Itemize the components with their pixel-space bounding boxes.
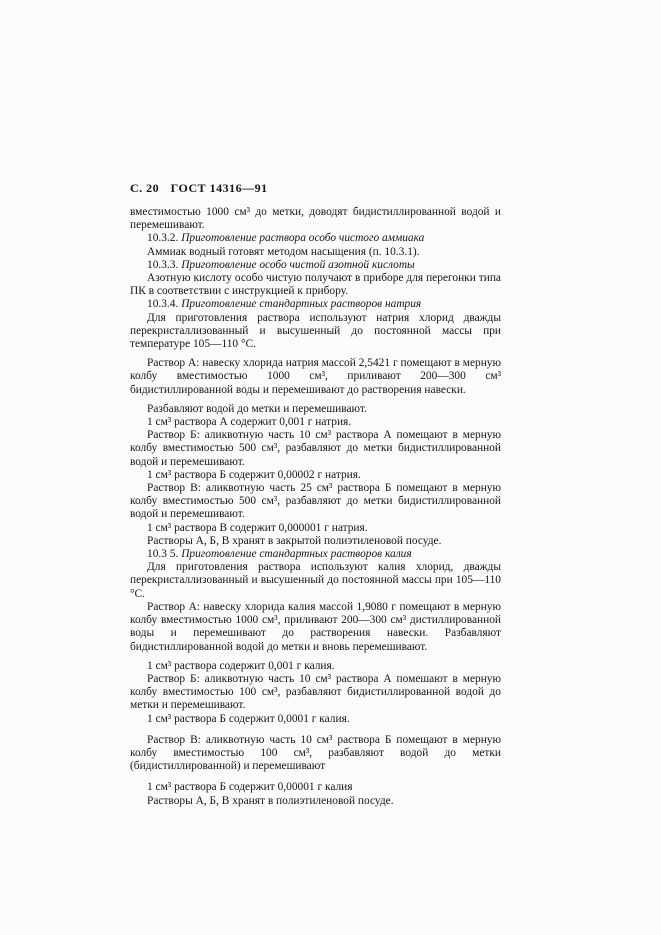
paragraph: Аммиак водный готовят методом насыщения (п. 10.3.1). [147,245,420,258]
standard-number: ГОСТ 14316—91 [170,181,268,195]
paragraph: 1 см³ раствора Б содержит 0,00002 г натрия. [147,468,361,481]
paragraph: Растворы А, Б, В хранят в закрытой полиэтиленовой посуде. [147,534,442,547]
paragraph: Разбавляют водой до метки и перемешивают. [147,402,367,415]
paragraph: Раствор В: аликвотную часть 25 см³ раствора Б помещают в мерную колбу вместимостью 500 см³, разбавляют до метки бидистиллированной водой и перемешивают. [130,482,501,521]
paragraph: 1 см³ раствора Б содержит 0,0001 г калия. [147,712,350,725]
section-number: 10.3.4. [147,298,179,311]
paragraph: 1 см³ раствора содержит 0,001 г калия. [147,659,335,672]
section-title: Приготовление стандартных растворов калия [181,548,412,561]
paragraph: Для приготовления раствора используют натрия хлорид дважды перекристаллизованный и высушенный до постоянной массы при температуре 105—110 °С. [130,311,501,351]
paragraph: Раствор А: навеску хлорида калия массой 1,9080 г помещают в мерную колбу вместимостью 1000 см³, приливают 200—300 см³ дистиллированной воды и перемешивают до растворения навески. Разбавляют бидистиллированной водой до метки и вновь перемешивают. [130,600,501,653]
page-header [130,181,276,196]
section-heading [130,232,501,245]
paragraph: Раствор Б: аликвотную часть 10 см³ раствора А помещают в мерную колбу вместимостью 500 см³, разбавляют до метки бидистиллированной водой и перемешивают. [130,429,501,468]
section-number: 10.3.3. [147,258,179,271]
paragraph: 1 см³ раствора В содержит 0,000001 г натрия. [147,521,368,534]
paragraph: 1 см³ раствора Б содержит 0,00001 г калия [147,781,353,794]
section-title: Приготовление стандартных растворов натрия [181,298,422,311]
page-number: С. 20 [130,181,160,195]
section-number: 10.3.2. [147,232,179,245]
section-number: 10.3 5. [147,548,179,561]
section-title: Приготовление особо чистой азотной кислоты [181,258,415,271]
section-heading [130,548,501,561]
section-title: Приготовление раствора особо чистого аммиака [181,232,425,245]
paragraph: вместимостью 1000 см³ до метки, доводят бидистиллированной водой и перемешивают. [130,206,501,232]
paragraph: Растворы А, Б, В хранят в полиэтиленовой посуде. [147,794,394,807]
paragraph: Раствор Б: аликвотную часть 10 см³ раствора А помешают в мерную колбу вместимостью 100 см³, разбавляют бидистиллированной водой до метки и перемешивают. [130,672,501,712]
body-text [130,206,501,808]
paragraph: Раствор А: навеску хлорида натрия массой 2,5421 г помещают в мерную колбу вместимостью 1000 см³, приливают 200—300 см³ бидистиллированной воды и перемешивают до растворения навески. [130,357,501,396]
paragraph: Раствор В: аликвотную часть 10 см³ раствора Б помещают в мерную колбу вместимостью 100 см³, разбавляют водой до метки (бидистиллированной) и перемешивают [130,733,501,773]
section-heading [130,259,501,272]
paragraph: Азотную кислоту особо чистую получают в приборе для перегонки типа ПК в соответствии с инструкцией к прибору. [130,272,501,298]
paragraph: 1 см³ раствора А содержит 0,001 г натрия. [147,416,352,429]
paragraph: Для приготовления раствора используют калия хлорид, дважды перекристаллизованный и высушенный до постоянной массы при 105—110 °С. [130,561,501,600]
section-heading [130,298,501,311]
